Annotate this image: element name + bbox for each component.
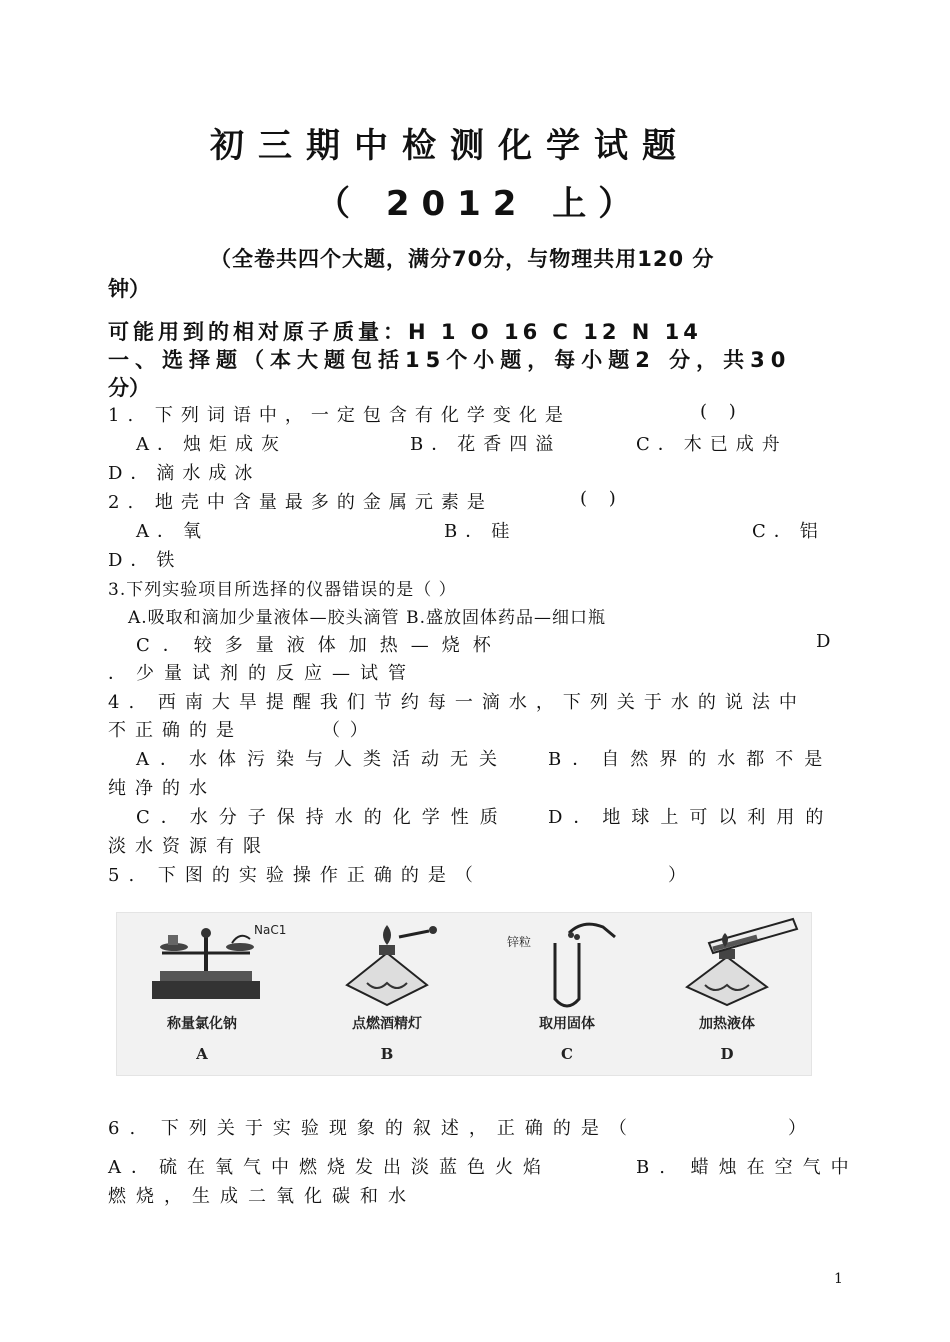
figure-c-letter: C xyxy=(561,1045,573,1063)
figure-a-letter: A xyxy=(196,1045,208,1063)
nacl-label: NaC1 xyxy=(254,923,287,937)
question-1-answer-blank: ( ) xyxy=(700,401,744,422)
question-2-stem: 2. 地壳中含量最多的金属元素是 xyxy=(108,492,493,513)
section-heading-cont: 分） xyxy=(108,376,150,400)
question-6-option-a: A．硫在氧气中燃烧发出淡蓝色火焰 xyxy=(108,1157,551,1178)
figure-c-caption: 取用固体 xyxy=(539,1016,595,1032)
page-subtitle: （ 2012 上） xyxy=(316,184,645,224)
figure-d-caption: 加热液体 xyxy=(699,1016,755,1032)
question-5-stem: 5. 下图的实验操作正确的是（ xyxy=(108,865,482,886)
lab-operations-figure xyxy=(116,912,812,1076)
question-5-answer-close: ） xyxy=(668,865,694,886)
test-tube-illustration xyxy=(487,913,647,1013)
question-4-option-d-cont: 淡水资源有限 xyxy=(108,836,270,857)
question-3-option-d-letter: D xyxy=(816,631,839,652)
alcohol-lamp-illustration xyxy=(307,913,467,1013)
figure-d xyxy=(647,913,807,1075)
question-1-option-b: B．花香四溢 xyxy=(410,434,562,455)
figure-b xyxy=(307,913,467,1075)
question-3-stem: 3.下列实验项目所选择的仪器错误的是（ ） xyxy=(108,580,457,600)
question-4-option-b-cont: 纯净的水 xyxy=(108,778,216,799)
question-3-option-d: ．少量试剂的反应—试管 xyxy=(108,663,416,684)
page-title: 初三期中检测化学试题 xyxy=(210,126,690,166)
question-6-answer-close: ） xyxy=(788,1118,814,1139)
question-1-option-c: C．木已成舟 xyxy=(636,434,788,455)
exam-instructions-cont: 钟） xyxy=(108,277,150,301)
question-4-stem: 4. 西南大旱提醒我们节约每一滴水，下列关于水的说法中 xyxy=(108,692,806,713)
question-2-option-b: B．硅 xyxy=(444,521,518,542)
figure-b-letter: B xyxy=(380,1045,394,1063)
figure-c xyxy=(487,913,647,1075)
page-number: 1 xyxy=(834,1271,843,1287)
question-1-stem: 1. 下列词语中，一定包含有化学变化是 xyxy=(108,405,571,426)
question-6-stem: 6. 下列关于实验现象的叙述，正确的是（ xyxy=(108,1118,637,1139)
figure-d-letter: D xyxy=(720,1045,734,1063)
question-6-option-b: B. 蜡烛在空气中 xyxy=(636,1157,859,1178)
section-heading: 一、选择题（本大题包括15个小题，每小题2 分，共30 xyxy=(108,348,792,372)
question-4-option-d: D．地球上可以利用的 xyxy=(548,807,835,828)
question-3-option-c: C．较多量液体加热—烧杯 xyxy=(136,635,504,656)
figure-a-caption: 称量氯化钠 xyxy=(167,1016,237,1032)
question-2-answer-blank: ( ) xyxy=(580,488,624,509)
question-2-option-c: C．铝 xyxy=(752,521,826,542)
question-1-option-a: A．烛炬成灰 xyxy=(136,434,287,455)
atomic-masses: 可能用到的相对原子质量：H 1 O 16 C 12 N 14 xyxy=(108,320,702,344)
question-1-option-d: D．滴水成冰 xyxy=(108,463,261,484)
heating-liquid-illustration xyxy=(647,913,807,1013)
question-6-option-b-cont: 燃烧，生成二氧化碳和水 xyxy=(108,1186,416,1207)
question-2-option-d: D．铁 xyxy=(108,550,183,571)
question-4-option-a: A．水体污染与人类活动无关 xyxy=(136,749,508,770)
exam-instructions: （全卷共四个大题，满分70分，与物理共用120 分 xyxy=(210,247,715,271)
question-4-answer-blank: （ ） xyxy=(322,720,370,741)
question-2-option-a: A．氧 xyxy=(136,521,209,542)
question-4-option-c: C．水分子保持水的化学性质 xyxy=(136,807,509,828)
question-4-option-b: B．自然界的水都不是 xyxy=(548,749,834,770)
figure-b-caption: 点燃酒精灯 xyxy=(352,1016,422,1032)
zinc-label: 锌粒 xyxy=(507,935,532,949)
question-4-stem-cont: 不正确的是 xyxy=(108,720,243,741)
question-3-options-ab: A.吸取和滴加少量液体—胶头滴管 B.盛放固体药品—细口瓶 xyxy=(128,608,606,628)
figure-a xyxy=(122,913,287,1075)
